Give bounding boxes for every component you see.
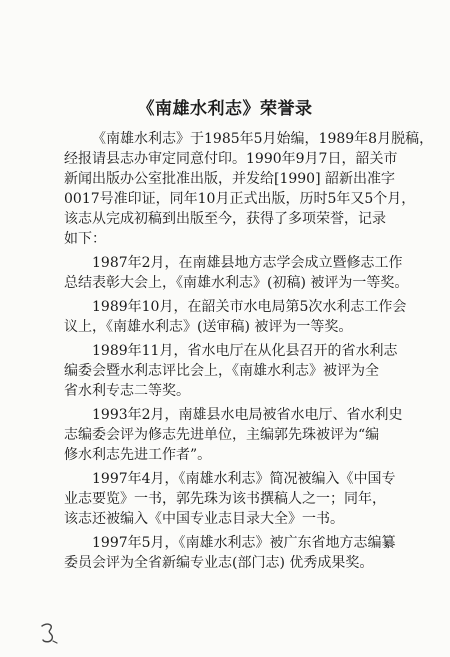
text-line: 志编委会评为修志先进单位，主编郭先珠被评为“编	[64, 427, 380, 443]
text-line: 经报请县志办审定同意付印。1990年9月7日，韶关市	[64, 151, 398, 167]
paragraph-award-1997-may	[64, 533, 394, 573]
text-line: 1997年4月，《南雄水利志》简况被编入《中国专	[92, 471, 396, 487]
text-line: 1989年10月，在韶关市水电局第5次水利志工作会	[92, 299, 407, 315]
handwritten-mark	[38, 620, 60, 646]
text-line: 修水利志先进工作者”。	[64, 447, 212, 463]
text-line: 议上，《南雄水利志》(送审稿) 被评为一等奖。	[64, 319, 353, 335]
paragraph-award-1997-apr	[64, 469, 394, 529]
paragraph-intro	[64, 129, 434, 249]
text-line: 新闻出版办公室批准出版，并发给[1990] 韶新出准字	[64, 171, 396, 187]
paragraph-award-1989-nov	[64, 341, 398, 401]
text-line: 业志要览》一书，郭先珠为该书撰稿人之一；同年，	[64, 491, 386, 507]
text-line: 该志从完成初稿到出版至今，获得了多项荣誉，记录	[64, 211, 386, 227]
text-line: 《南雄水利志》于1985年5月始编，1989年8月脱稿，	[92, 131, 434, 147]
text-line: 该志还被编入《中国专业志目录大全》一书。	[64, 511, 344, 527]
text-line: 1993年2月，南雄县水电局被省水电厅、省水利史	[92, 407, 403, 423]
text-line: 委员会评为全省新编专业志(部门志) 优秀成果奖。	[64, 555, 374, 571]
paragraph-award-1993	[64, 405, 403, 465]
paragraph-award-1987	[64, 253, 409, 293]
page-title: 《南雄水利志》荣誉录	[137, 99, 313, 119]
document-body	[64, 129, 434, 577]
text-line: 0017号准印证，同年10月正式出版，历时5年又5个月，	[64, 191, 416, 207]
text-line: 1987年2月，在南雄县地方志学会成立暨修志工作	[92, 255, 403, 271]
paragraph-award-1989-oct	[64, 297, 407, 337]
text-line: 总结表彰大会上，《南雄水利志》(初稿) 被评为一等奖。	[64, 275, 409, 291]
text-line: 省水利专志二等奖。	[64, 383, 190, 399]
text-line: 编委会暨水利志评比会上，《南雄水利志》被评为全	[64, 363, 379, 379]
text-line: 1989年11月，省水电厅在从化县召开的省水利志	[92, 343, 398, 359]
text-line: 如下：	[64, 231, 106, 247]
text-line: 1997年5月，《南雄水利志》被广东省地方志编纂	[92, 535, 396, 551]
